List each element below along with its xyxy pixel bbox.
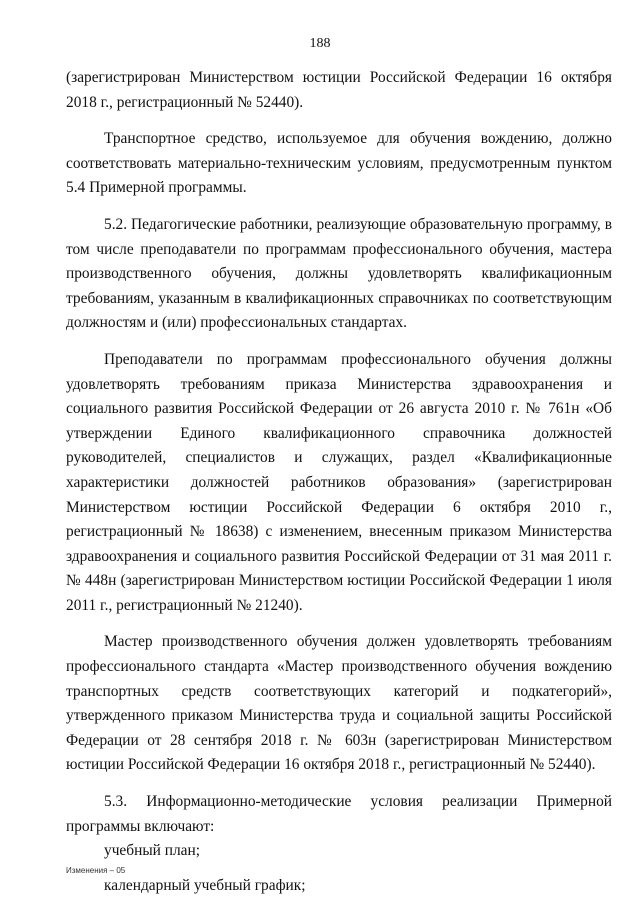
footer-revision-note: Изменения – 05	[66, 866, 126, 875]
paragraph-teachers-requirements: Преподаватели по программам профессионального обучения должны удовлетворять требованиям приказа Министерства здравоохранения и социального развития Российской Федерации от 26 августа 2010 г. № 761н «Об утверждении Единого квалификационного справочника должностей руководителей, специалистов и служащих, раздел «Квалификационные характеристики должностей работников образования» (зарегистрирован Министерством юстиции Российской Федерации 6 октября 2010 г., регистрационный № 18638) с изменением, внесенным приказом Министерства здравоохранения и социального развития Российской Федерации от 31 мая 2011 г. № 448н (зарегистрирован Министерством юстиции Российской Федерации 1 июля 2011 г., регистрационный № 21240).	[66, 350, 612, 614]
paragraph-registration-continuation: (зарегистрирован Министерством юстиции Российской Федерации 16 октября 2018 г., регистрационный № 52440).	[66, 69, 612, 111]
paragraph-section-5-3: 5.3. Информационно-методические условия реализации Примерной программы включают:	[66, 793, 612, 835]
paragraph-vehicle-requirements: Транспортное средство, используемое для обучения вождению, должно соответствовать материально-техническим условиям, предусмотренным пунктом 5.4 Примерной программы.	[66, 130, 612, 197]
document-body	[66, 66, 612, 898]
page-number: 188	[309, 36, 331, 51]
list-item-calendar-schedule: календарный учебный график;	[104, 876, 306, 894]
paragraph-section-5-2: 5.2. Педагогические работники, реализующие образовательную программу, в том числе преподаватели по программам профессионального обучения, мастера производственного обучения, должны удовлетворять квалификационным требованиям, указанным в квалификационных справочниках по соответствующим должностям и (или) профессиональных стандартах.	[66, 215, 612, 332]
paragraph-master-requirements: Мастер производственного обучения должен удовлетворять требованиям профессионального стандарта «Мастер производственного обучения вождению транспортных средств соответствующих категорий и подкатегорий», утвержденного приказом Министерства труда и социальной защиты Российской Федерации от 28 сентября 2018 г. № 603н (зарегистрирован Министерством юстиции Российской Федерации 16 октября 2018 г., регистрационный № 52440).	[66, 633, 612, 774]
list-item-curriculum: учебный план;	[104, 842, 201, 860]
